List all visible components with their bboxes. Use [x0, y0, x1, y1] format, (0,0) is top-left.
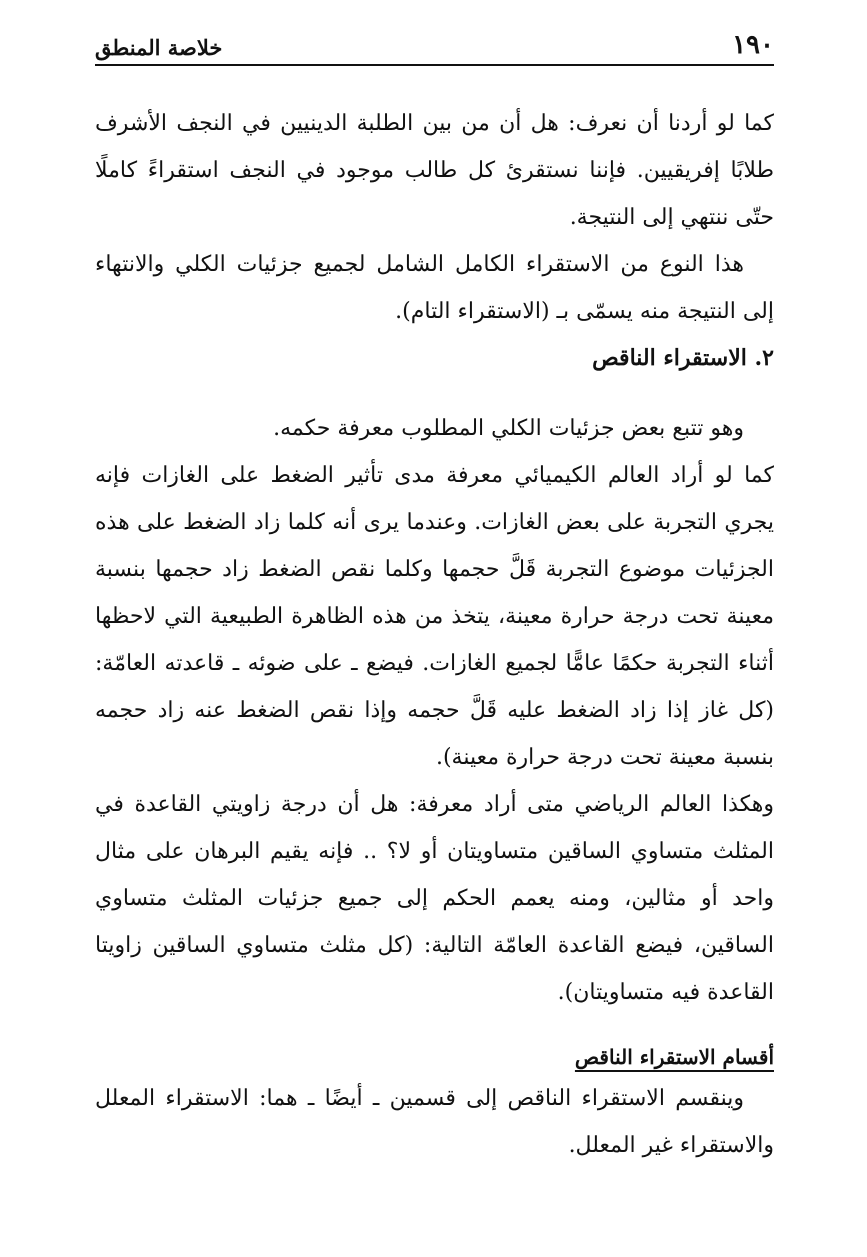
paragraph-chemist-example: كما لو أراد العالم الكيميائي معرفة مدى تأثير الضغط على الغازات فإنه يجري التجربة على بعض الغازات. وعندما يرى أنه كلما زاد الضغط على هذه الجزئيات موضوع التجربة قَلَّ حجمها وكلما نقص الضغط زاد حجمها بنسبة معينة تحت درجة حرارة معينة، يتخذ من هذه الظاهرة الطبيعية التي لاحظها أثناء التجربة حكمًا عامًّا لجميع الغازات. فيضع ـ على ضوئه ـ قاعدته العامّة: (كل غاز إذا زاد الضغط عليه قَلَّ حجمه وإذا نقص الضغط عنه زاد حجمه بنسبة معينة تحت درجة حرارة معينة).: [95, 463, 774, 770]
page-number: ١٩٠: [732, 30, 774, 60]
subsection-heading-text: أقسام الاستقراء الناقص: [574, 1045, 774, 1069]
paragraph-example-najaf: كما لو أردنا أن نعرف: هل أن من بين الطلبة الدينيين في النجف الأشرف طلابًا إفريقيين. فإننا نستقرئ كل طالب موجود في النجف استقراءً كاملًا حتّى ننتهي إلى النتيجة.: [95, 111, 774, 230]
paragraph-definition: وهو تتبع بعض جزئيات الكلي المطلوب معرفة حكمه.: [273, 416, 744, 441]
paragraph-divisions: وينقسم الاستقراء الناقص إلى قسمين ـ أيضًا ـ هما: الاستقراء المعلل والاستقراء غير المعلل.: [95, 1086, 774, 1158]
paragraph-mathematician-example: وهكذا العالم الرياضي متى أراد معرفة: هل أن درجة زاويتي القاعدة في المثلث متساوي الساقين متساويتان أو لا؟ .. فإنه يقيم البرهان على مثال واحد أو مثالين، ومنه يعمم الحكم إلى جميع جزئيات المثلث متساوي الساقين، فيضع القاعدة العامّة التالية: (كل مثلث متساوي الساقين زاويتا القاعدة فيه متساويتان).: [95, 792, 774, 1005]
section-heading-incomplete-induction: ٢. الاستقراء الناقص: [592, 345, 774, 371]
running-title: خلاصة المنطق: [95, 35, 223, 60]
subsection-heading-divisions: [95, 1034, 774, 1081]
page-header: [95, 28, 774, 66]
paragraph-complete-induction: هذا النوع من الاستقراء الكامل الشامل لجميع جزئيات الكلي والانتهاء إلى النتيجة منه يسمّى بـ (الاستقراء التام).: [95, 252, 774, 324]
